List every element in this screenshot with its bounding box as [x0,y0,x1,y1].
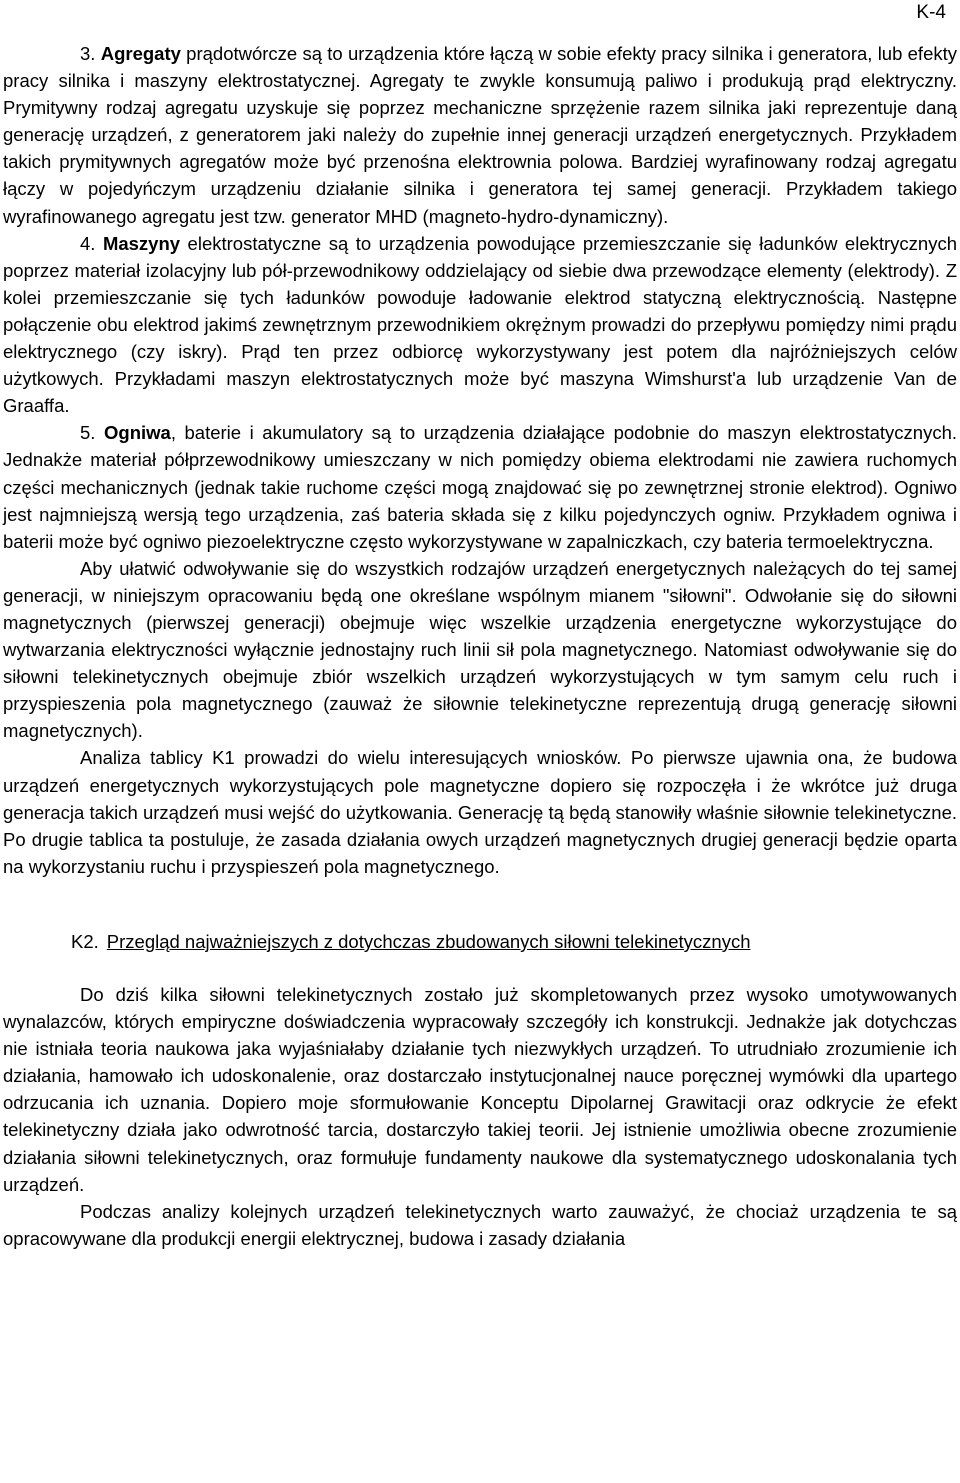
bold-term: Agregaty [100,43,181,64]
bold-term: Ogniwa [104,422,171,444]
section-heading [3,928,957,955]
list-number: 5. [80,422,96,444]
paragraph-text: elektrostatyczne są to urządzenia powodujące przemieszczanie się ładunków elektrycznych poprzez materiał izolacyjny lub pół-przewodnikowy oddzielający od siebie dwa przewodzące elementy (elektrody). Z kolei przemieszczanie się tych ładunków powoduje ładowanie elektrod statyczną elektrycznością. Następne połączenie obu elektrod jakimś zewnętrznym przewodnikiem okrężnym prowadzi do przepływu pomiędzy nimi prądu elektrycznego (czy iskry). Prąd ten przez odbiorcę wykorzystywany jest potem dla najróżniejszych celów użytkowych. Przykładami maszyn elektrostatycznych może być maszyna Wimshurst'a lub urządzenie Van de Graaffa. [3,232,957,417]
paragraph-siłownie: Aby ułatwić odwoływanie się do wszystkich rodzajów urządzeń energetycznych należących do tej samej generacji, w niniejszym opracowaniu będą one określane wspólnym mianem "siłowni". Odwołanie się do siłowni magnetycznych (pierwszej generacji) obejmuje więc wszelkie urządzenia energetyczne wykorzystujące do wytwarzania elektryczności wyłącznie jednostajny ruch linii sił pola magnetycznego. Natomiast odwoływanie się do siłowni telekinetycznych obejmuje zbiór wszelkich urządzeń wykorzystujących w tym samym celu ruch i przyspieszenia pola magnetycznego (zauważ że siłownie telekinetyczne reprezentują drugą generację siłowni magnetycznych). [3,557,957,742]
page-label: K-4 [916,2,946,23]
section-number: K2. [71,930,99,952]
paragraph-text: , baterie i akumulatory są to urządzenia działające podobnie do maszyn elektrostatycznych. Jednakże materiał półprzewodnikowy umieszczany w nich pomiędzy obiema elektrodami nie zawiera ruchomych części mechanicznych (jednak takie ruchome części mogą znajdować się po zewnętrznej stronie elektrod). Ogniwo jest najmniejszą wersją tego urządzenia, zaś bateria składa się z kilku pojedynczych ogniw. Przykładem ogniwa i baterii może być ogniwo piezoelektryczne często wykorzystywane w zapalniczkach, czy bateria termoelektryczna. [3,422,957,552]
paragraph-analiza: Analiza tablicy K1 prowadzi do wielu interesujących wniosków. Po pierwsze ujawnia ona, że budowa urządzeń energetycznych wykorzystujących pole magnetyczne dopiero się rozpoczęła i że wkrótce już druga generacja takich urządzeń musi wejść do użytkowania. Generację tą będą stanowiły właśnie siłownie telekinetyczne. Po drugie tablica ta postuluje, że zasada działania owych urządzeń magnetycznych drugiej generacji będzie oparta na wykorzystaniu ruchu i przyspieszeń pola magnetycznego. [3,747,957,877]
paragraph-section-analysis: Podczas analizy kolejnych urządzeń telekinetycznych warto zauważyć, że chociaż urządzenia te są opracowywane dla produkcji energii elektrycznej, budowa i zasady działania [3,1200,957,1249]
paragraph-5 [3,419,957,554]
paragraph-text: prądotwórcze są to urządzenia które łączą w sobie efekty pracy silnika i generatora, lub efekty pracy silnika i maszyny elektrostatycznej. Agregaty te zwykle konsumują paliwo i produkują prąd elektryczny. Prymitywny rodzaj agregatu uzyskuje się poprzez mechaniczne sprzężenie razem silnika jaki reprezentuje daną generację urządzeń, z generatorem jaki należy do zupełnie innej generacji urządzeń energetycznych. Przykładem takich prymitywnych agregatów może być przenośna elektrownia polowa. Bardziej wyrafinowany rodzaj agregatu łączy w pojedyńczym urządzeniu działanie silnika i generatora tej samej generacji. Przykładem takiego wyrafinowanego agregatu jest tzw. generator MHD (magneto-hydro-dynamiczny). [3,43,958,227]
list-number: 3. [80,43,96,64]
document-body [3,40,957,1252]
paragraph-3 [3,40,957,230]
section-title: Przegląd najważniejszych z dotychczas zbudowanych siłowni telekinetycznych [106,930,751,952]
paragraph-4 [3,230,957,420]
list-number: 4. [80,232,96,254]
paragraph-section-intro: Do dziś kilka siłowni telekinetycznych zostało już skompletowanych przez wysoko umotywowanych wynalazców, których empiryczne doświadczenia wypracowały szczegóły ich konstrukcji. Jednakże jak dotychczas nie istniała teoria naukowa jaka wyjaśniałaby działanie tych niezwykłych urządzeń. To utrudniało zrozumienie ich działania, hamowało ich udoskonalenie, oraz dostarczało instytucjonalnej nauce poręcznej wymówki dla upartego odrzucania ich uznania. Dopiero moje sformułowanie Konceptu Dipolarnej Grawitacji oraz odkrycie że efekt telekinetyczny działa jako odwrotność tarcia, dostarczyło takiej teorii. Jej istnienie umożliwia obecne zrozumienie działania siłowni telekinetycznych, oraz formułuje fundamenty naukowe dla systematycznego udoskonalania tych urządzeń. [3,984,957,1195]
bold-term: Maszyny [102,232,181,254]
